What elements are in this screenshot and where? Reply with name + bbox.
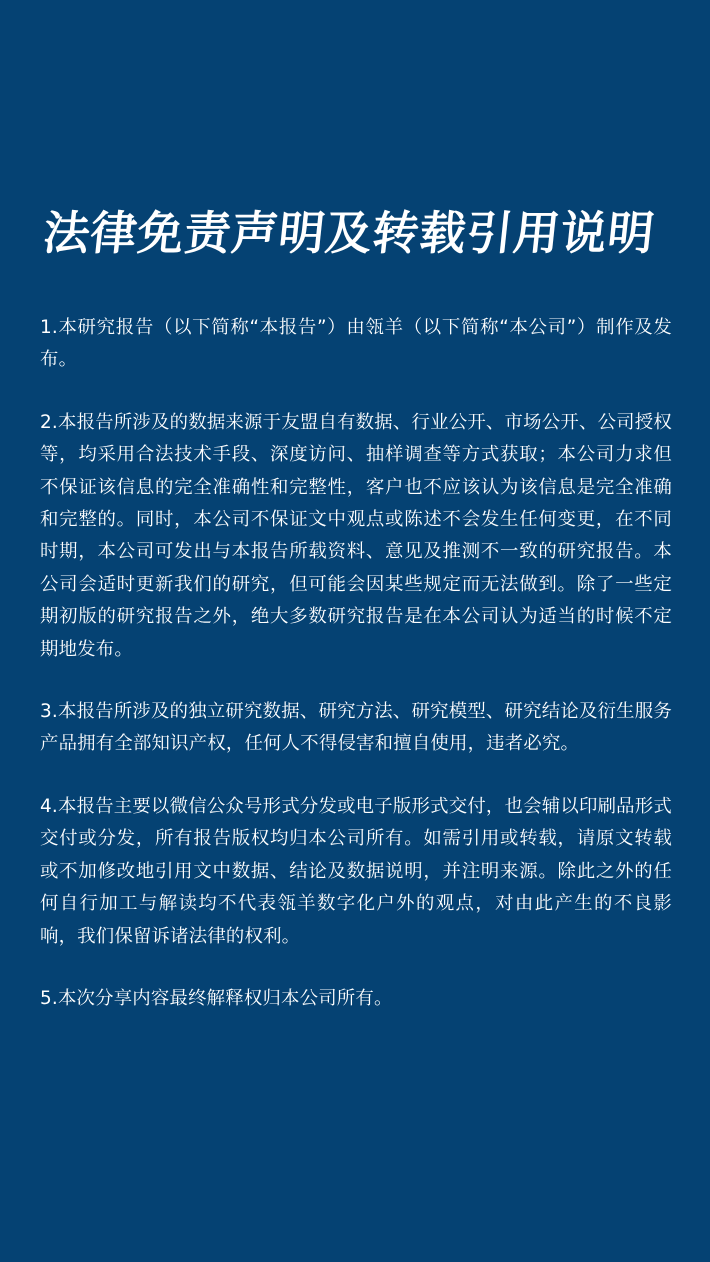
disclaimer-paragraph-1: 1.本研究报告（以下简称“本报告”）由瓴羊（以下简称“本公司”）制作及发布。	[40, 317, 672, 371]
disclaimer-paragraph-4: 4.本报告主要以微信公众号形式分发或电子版形式交付，也会辅以印刷品形式交付或分发，所有报告版权均归本公司所有。如需引用或转载，请原文转载或不加修改地引用文中数据、结论及数据说明，并注明来源。除此之外的任何自行加工与解读均不代表瓴羊数字化户外的观点，对由此产生的不良影响，我们保留诉诸法律的权利。	[40, 795, 672, 947]
disclaimer-paragraph-2: 2.本报告所涉及的数据来源于友盟自有数据、行业公开、市场公开、公司授权等，均采用合法技术手段、深度访问、抽样调查等方式获取；本公司力求但不保证该信息的完全准确性和完整性，客户也不应该认为该信息是完全准确和完整的。同时，本公司不保证文中观点或陈述不会发生任何变更，在不同时期，本公司可发出与本报告所载资料、意见及推测不一致的研究报告。本公司会适时更新我们的研究，但可能会因某些规定而无法做到。除了一些定期初版的研究报告之外，绝大多数研究报告是在本公司认为适当的时候不定期地发布。	[40, 411, 672, 660]
disclaimer-paragraph-3: 3.本报告所涉及的独立研究数据、研究方法、研究模型、研究结论及衍生服务产品拥有全部知识产权，任何人不得侵害和擅自使用，违者必究。	[40, 701, 672, 755]
disclaimer-body	[40, 312, 672, 1045]
page-title: 法律免责声明及转载引用说明	[40, 206, 658, 260]
disclaimer-paragraph-5: 5.本次分享内容最终解释权归本公司所有。	[40, 987, 393, 1009]
